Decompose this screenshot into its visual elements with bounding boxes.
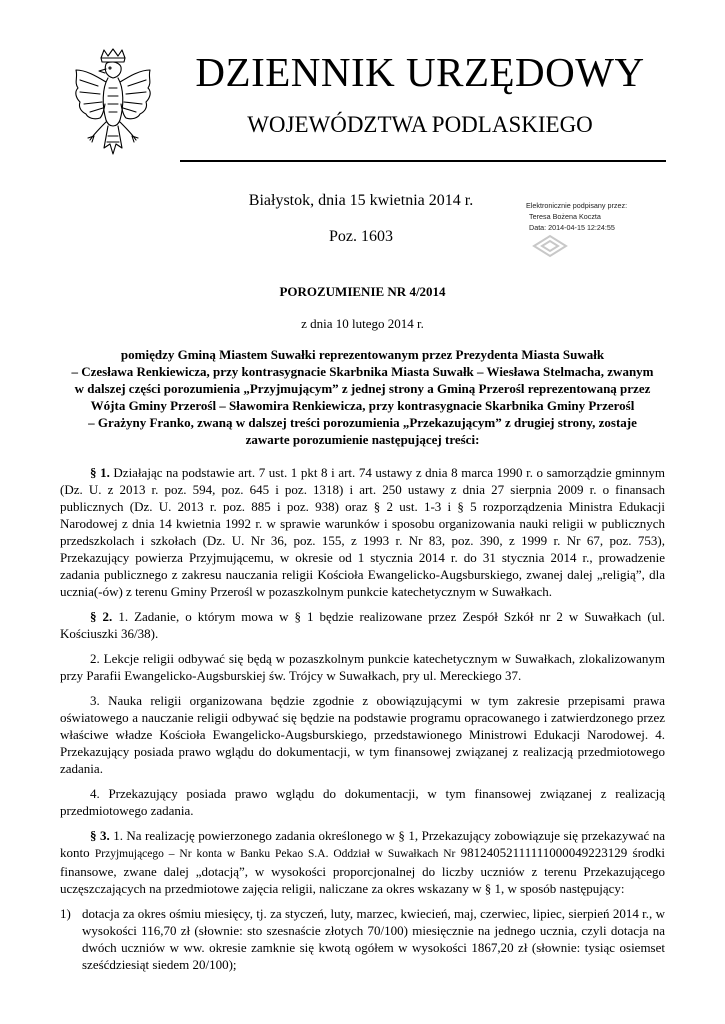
parties-line: zawarte porozumienie następującej treści: [245,432,480,447]
parties-line: – Grażyny Franko, zwaną w dalszej treści porozumienia „Przekazującym” z drugiej strony, zostaje [88,415,637,430]
section-1 [60,464,665,600]
agreement-parties [60,346,665,448]
journal-title: DZIENNIK URZĘDOWY [195,49,645,95]
section-1-text: Działając na podstawie art. 7 ust. 1 pkt 8 i art. 74 ustawy z dnia 8 marca 1990 r. o samorządzie gminnym (Dz. U. z 2013 r. poz. 594, poz. 645 i poz. 1318) i art. 250 ustawy z dnia 27 sierpnia 2009 r. o finansach publicznych (Dz. U. 2013 r. poz. 885 i poz. 938) oraz § 2 ust. 1-3 i § 5 rozporządzenia Ministra Edukacji Narodowej z dnia 14 kwietnia 1992 r. w sprawie warunków i sposobu organizowania nauki religii w publicznych przedszkolach i szkołach (Dz. U. Nr 36, poz. 155, z 1993 r. Nr 83, poz. 390, z 1999 r. Nr 67, poz. 753), Przekazujący powierza Przyjmującemu, w okresie od 1 stycznia 2014 r. do 31 stycznia 2014 r., prowadzenie zadania publicznego z zakresu nauczania religii Kościoła Ewangelicko-Augsburskiego, zwanej dalej „religią”, dla ucznia(-ów) z terenu Gminy Przerośl w pozaszkolnym punkcie katechetycznym w Suwałkach. [60,465,666,599]
publication-date: Białystok, dnia 15 kwietnia 2014 r. [248,192,474,209]
agreement-body [60,464,665,973]
signature-label: Elektronicznie podpisany przez: [526,201,628,210]
agreement-date: z dnia 10 lutego 2014 r. [301,316,424,331]
agreement-title: POROZUMIENIE NR 4/2014 [279,284,446,299]
section-3-account: Przyjmującego – Nr konta w Banku Pekao S.A. Oddział w Suwałkach Nr [94,848,456,860]
list-item-number: 1) [60,906,71,921]
signature-signer: Teresa Bożena Koczta [529,212,601,221]
parties-line: pomiędzy Gminą Miastem Suwałki reprezentowanym przez Prezydenta Miasta Suwałk [120,347,605,362]
section-3-p1 [60,827,665,897]
section-2-text: 1. Zadanie, o którym mowa w § 1 będzie realizowane przez Zespół Szkół nr 2 w Suwałkach (ul. Kościuszki 36/38). [60,609,666,641]
section-2-label: § 2. [90,609,113,624]
eagle-emblem-icon [68,48,158,166]
signature-date: Data: 2014-04-15 12:24:55 [529,223,615,232]
section-1-label: § 1. [90,465,110,480]
parties-line: w dalszej części porozumienia „Przyjmującym” z jednej strony a Gminą Przerośl reprezentowaną przez [74,381,651,396]
section-2-p3: 3. Nauka religii organizowana będzie zgodnie z obowiązującymi w tym zakresie przepisami prawa oświatowego a nauczanie religii odbywać się będzie na podstawie programu opracowanego i zatwierdzonego przez właściwe władze Kościoła Ewangelicko-Augsburskiego, przedstawionego Ministrowi Edukacji Narodowej. 4. Przekazujący posiada prawo wglądu do dokumentacji, w tym finansowej związanej z realizacją przedmiotowego zadania. [60,693,665,776]
section-2-p1 [60,608,665,642]
section-3-text-b: 98124052111111000049223129 środki finansowe, zwane dalej „dotacją”, w wysokości proporcjonalnej do liczby uczniów z terenu Przekazującego uczęszczających na przedmiotowe zajęcia religii, naliczane za okres wskazany w § 1, w sposób następujący: [60,845,666,896]
section-2-p2: 2. Lekcje religii odbywać się będą w pozaszkolnym punkcie katechetycznym w Suwałkach, zlokalizowanym przy Parafii Ewangelicko-Augsburskiej św. Trójcy w Suwałkach, pry ul. Mereckiego 37. [60,651,665,683]
electronic-signature [526,200,627,233]
parties-line: Wójta Gminy Przerośl – Sławomira Renkiewicza, przy kontrasygnacie Skarbnika Gminy Przerośl [90,398,635,413]
position-number: Poz. 1603 [329,228,393,245]
section-2-p4: 4. Przekazujący posiada prawo wglądu do dokumentacji, w tym finansowej związanej z realizacją przedmiotowego zadania. [60,786,665,818]
list-item [60,905,665,973]
section-3-label: § 3. [90,828,110,843]
list-item-text: dotacja za okres ośmiu miesięcy, tj. za styczeń, luty, marzec, kwiecień, maj, czerwiec, lipiec, sierpień 2014 r., w wysokości 116,70 zł (słownie: sto szesnaście złotych 70/100) miesięcznie na jednego ucznia, czyli dotacja na dwóch uczniów w ww. okresie zamknie się kwotą ogółem w wysokości 1867,20 zł (słownie: tysiąc osiemset sześćdziesiąt siedem 20/100); [82,906,665,972]
parties-line: – Czesława Renkiewicza, przy kontrasygnacie Skarbnika Miasta Suwałk – Wiesława Stelmacha, zwanym [71,364,654,379]
signature-check-icon [530,234,570,258]
header-divider [180,160,666,162]
journal-subtitle: WOJEWÓDZTWA PODLASKIEGO [247,112,593,137]
section-3-text-a: 1. Na realizację powierzonego zadania określonego w § 1, Przekazujący zobowiązuje się przekazywać na konto [60,828,666,860]
